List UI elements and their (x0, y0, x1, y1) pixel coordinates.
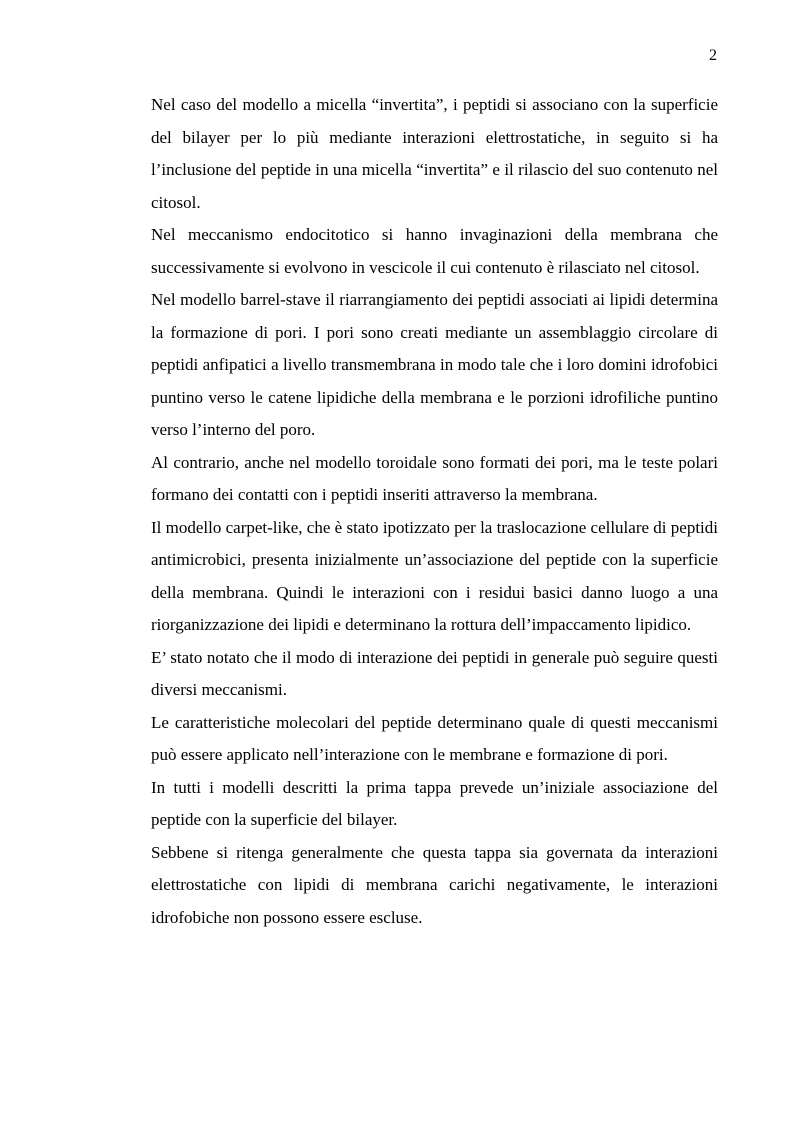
paragraph-inverted-micelle: Nel caso del modello a micella “invertita”, i peptidi si associano con la superficie del bilayer per lo più mediante interazioni elettrostatiche, in seguito si ha l’inclusione del peptide in una micella “invertita” e il rilascio del suo contenuto nel citosol. (151, 95, 718, 212)
paragraph-molecular-features: Le caratteristiche molecolari del peptide determinano quale di questi meccanismi può essere applicato nell’interazione con le membrane e formazione di pori. (151, 712, 718, 764)
paragraph-endocytosis: Nel meccanismo endocitotico si hanno invaginazioni della membrana che successivamente si evolvono in vescicole il cui contenuto è rilasciato nel citosol. (151, 225, 718, 277)
paragraph-hydrophobic: Sebbene si ritenga generalmente che questa tappa sia governata da interazioni elettrostatiche con lipidi di membrana carichi negativamente, le interazioni idrofobiche non possono essere escluse. (151, 842, 718, 927)
paragraph-interaction-mode: E’ stato notato che il modo di interazione dei peptidi in generale può seguire questi diversi meccanismi. (151, 647, 718, 699)
page-number: 2 (709, 47, 717, 64)
paragraph-toroidal: Al contrario, anche nel modello toroidale sono formati dei pori, ma le teste polari formano dei contatti con i peptidi inseriti attraverso la membrana. (151, 452, 718, 504)
paragraph-carpet-like: Il modello carpet-like, che è stato ipotizzato per la traslocazione cellulare di peptidi antimicrobici, presenta inizialmente un’associazione del peptide con la superficie della membrana. Quindi le interazioni con i residui basici danno luogo a una riorganizzazione dei lipidi e determinano la rottura dell’impaccamento lipidico. (151, 517, 718, 634)
paragraph-barrel-stave: Nel modello barrel-stave il riarrangiamento dei peptidi associati ai lipidi determina la formazione di pori. I pori sono creati mediante un assemblaggio circolare di peptidi anfipatici a livello transmembrana in modo tale che i loro domini idrofobici puntino verso le catene lipidiche della membrana e le porzioni idrofiliche puntino verso l’interno del poro. (151, 290, 718, 439)
body-text (151, 89, 718, 934)
paragraph-first-step: In tutti i modelli descritti la prima tappa prevede un’iniziale associazione del peptide con la superficie del bilayer. (151, 777, 718, 829)
